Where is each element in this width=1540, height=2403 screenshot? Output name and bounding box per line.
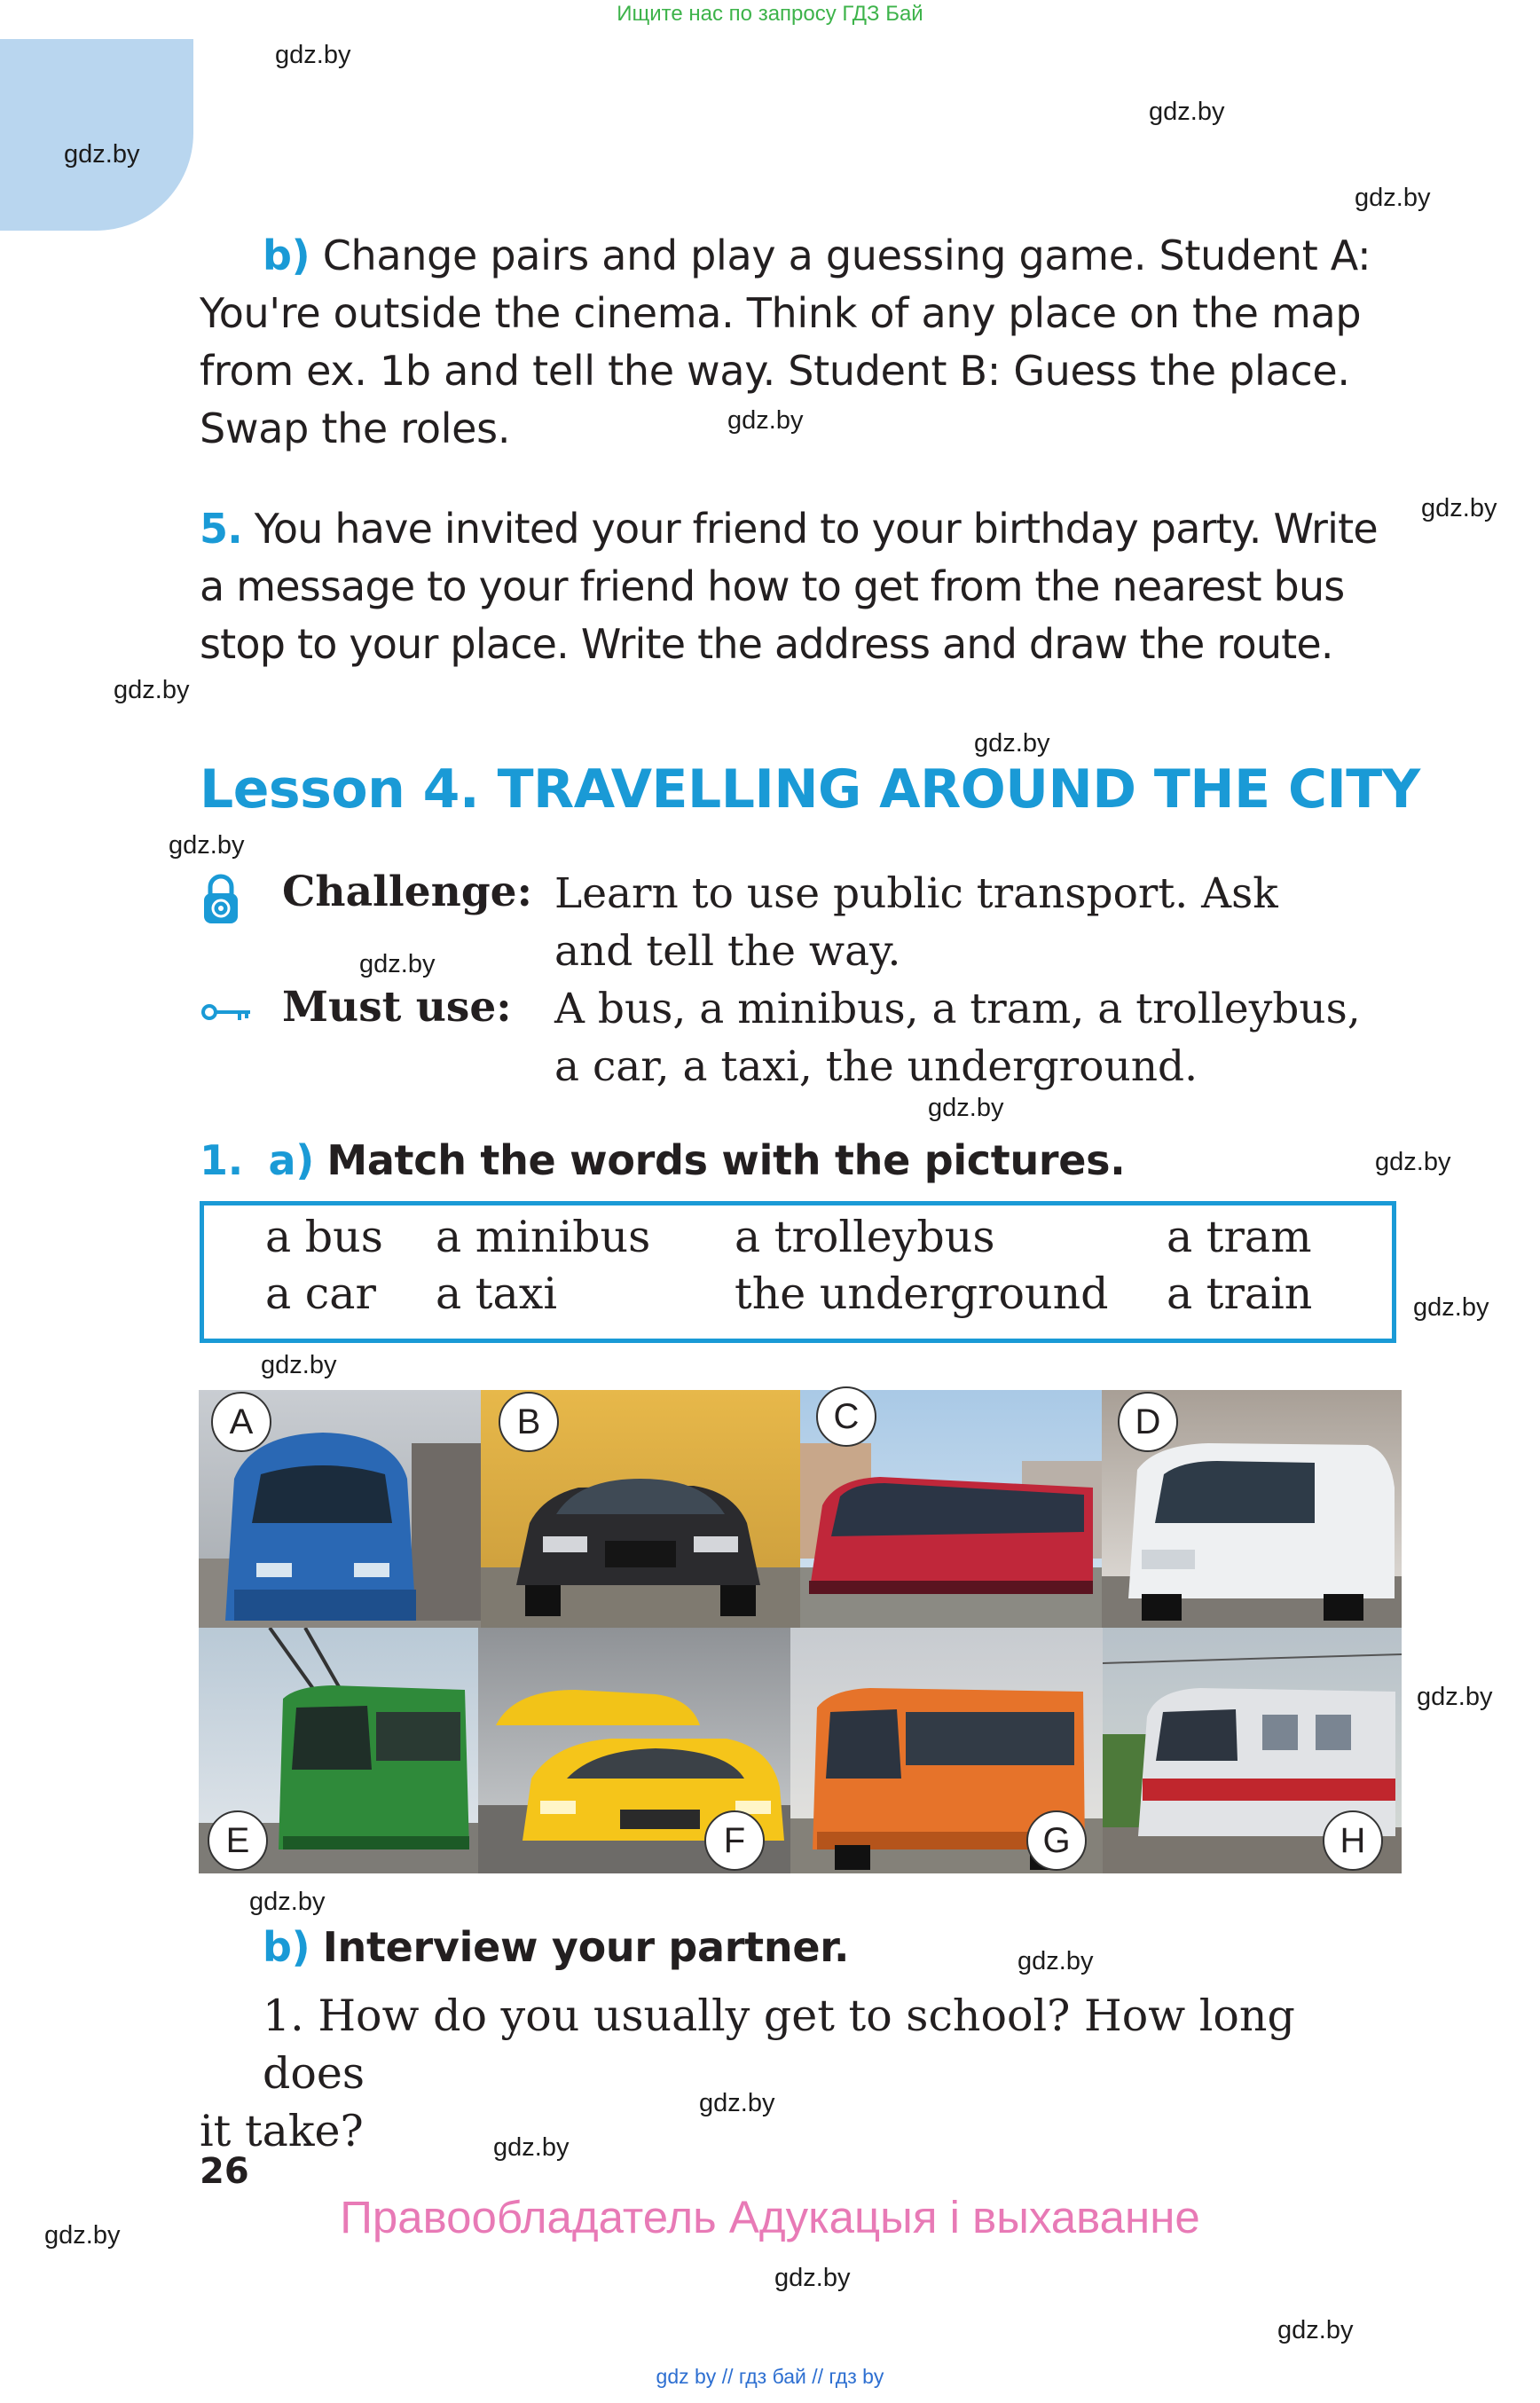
challenge-text [554,865,1406,980]
watermark: gdz.by [1149,98,1225,126]
challenge-label: Challenge: [282,868,532,916]
must-use-label: Must use: [282,983,512,1032]
exercise-4b-line: You're outside the cinema. Think of any place on the map [200,289,1362,337]
word-item: the underground [735,1268,1109,1319]
question-1 [200,1987,1406,2160]
watermark: gdz.by [774,2264,851,2292]
watermark: gdz.by [1413,1293,1489,1322]
challenge-line: and tell the way. [554,927,901,976]
picture-label-d: D [1118,1392,1178,1452]
lock-icon [202,874,240,925]
watermark: gdz.by [64,140,140,169]
lesson-heading [200,758,1420,821]
question-1-line: it take? [200,2106,364,2156]
exercise-1a-marker: a) [268,1136,315,1184]
watermark: gdz.by [974,729,1050,758]
word-item: a car [265,1268,376,1319]
exercise-1b-marker: b) [263,1923,310,1971]
lesson-title: TRAVELLING AROUND THE CITY [497,758,1420,821]
word-item: a minibus [436,1212,651,1262]
word-item: a train [1167,1268,1313,1319]
word-item: a bus [265,1212,383,1262]
footer-links[interactable]: gdz by // гдз бай // гдз by [656,2365,884,2388]
watermark: gdz.by [1018,1947,1094,1975]
exercise-5-line: You have invited your friend to your birthday party. Write [254,505,1378,553]
top-search-note: Ищите нас по запросу ГДЗ Бай [617,2,923,26]
exercise-4b-line: Change pairs and play a guessing game. Student A: [322,232,1371,279]
exercise-5-number: 5. [200,505,242,553]
exercise-1a-text: Match the words with the pictures. [326,1136,1126,1184]
watermark: gdz.by [261,1351,337,1379]
rights-holder: Правообладатель Адукацыя і выхаванне [340,2192,1200,2242]
exercise-1a-number: 1. [200,1136,243,1184]
question-1-line: 1. How do you usually get to school? How long does [263,1991,1295,2099]
picture-label-g: G [1026,1810,1087,1871]
watermark: gdz.by [1421,494,1497,522]
word-item: a trolleybus [735,1212,995,1262]
word-item: a taxi [436,1268,557,1319]
word-item: a tram [1167,1212,1312,1262]
transport-pictures [199,1390,1402,1873]
picture-label-c: C [816,1386,876,1447]
picture-label-e: E [208,1810,268,1871]
page-number: 26 [200,2151,249,2192]
watermark: gdz.by [493,2133,570,2162]
key-icon [200,1001,252,1024]
watermark: gdz.by [1355,184,1431,212]
watermark: gdz.by [727,406,804,435]
watermark: gdz.by [169,831,245,860]
exercise-4b [200,227,1406,458]
watermark: gdz.by [114,676,190,704]
watermark: gdz.by [359,950,436,978]
must-use-text [554,980,1406,1095]
exercise-4b-marker: b) [263,232,310,279]
exercise-1b [200,1919,1406,1976]
exercise-5-line: a message to your friend how to get from the nearest bus [200,562,1345,610]
word-box [200,1201,1396,1343]
watermark: gdz.by [44,2221,121,2250]
exercise-1a [200,1132,1406,1190]
must-use-line: A bus, a minibus, a tram, a trolleybus, [554,985,1361,1033]
exercise-5 [200,500,1406,673]
picture-label-f: F [704,1810,765,1871]
exercise-4b-line: Swap the roles. [200,404,511,452]
picture-label-a: A [211,1392,271,1452]
picture-label-b: B [499,1392,559,1452]
watermark: gdz.by [928,1094,1004,1122]
must-use-line: a car, a taxi, the underground. [554,1042,1198,1091]
watermark: gdz.by [699,2089,775,2117]
challenge-line: Learn to use public transport. Ask [554,869,1278,918]
watermark: gdz.by [1375,1148,1451,1176]
picture-label-h: H [1323,1810,1383,1871]
watermark: gdz.by [1277,2316,1354,2344]
watermark: gdz.by [275,41,351,69]
exercise-1b-text: Interview your partner. [322,1923,850,1971]
watermark: gdz.by [1417,1683,1493,1711]
lesson-number: Lesson 4. [200,758,480,821]
exercise-4b-line: from ex. 1b and tell the way. Student B: Guess the place. [200,347,1350,395]
watermark: gdz.by [249,1888,326,1916]
corner-tab [0,39,193,231]
exercise-5-line: stop to your place. Write the address and draw the route. [200,620,1333,668]
